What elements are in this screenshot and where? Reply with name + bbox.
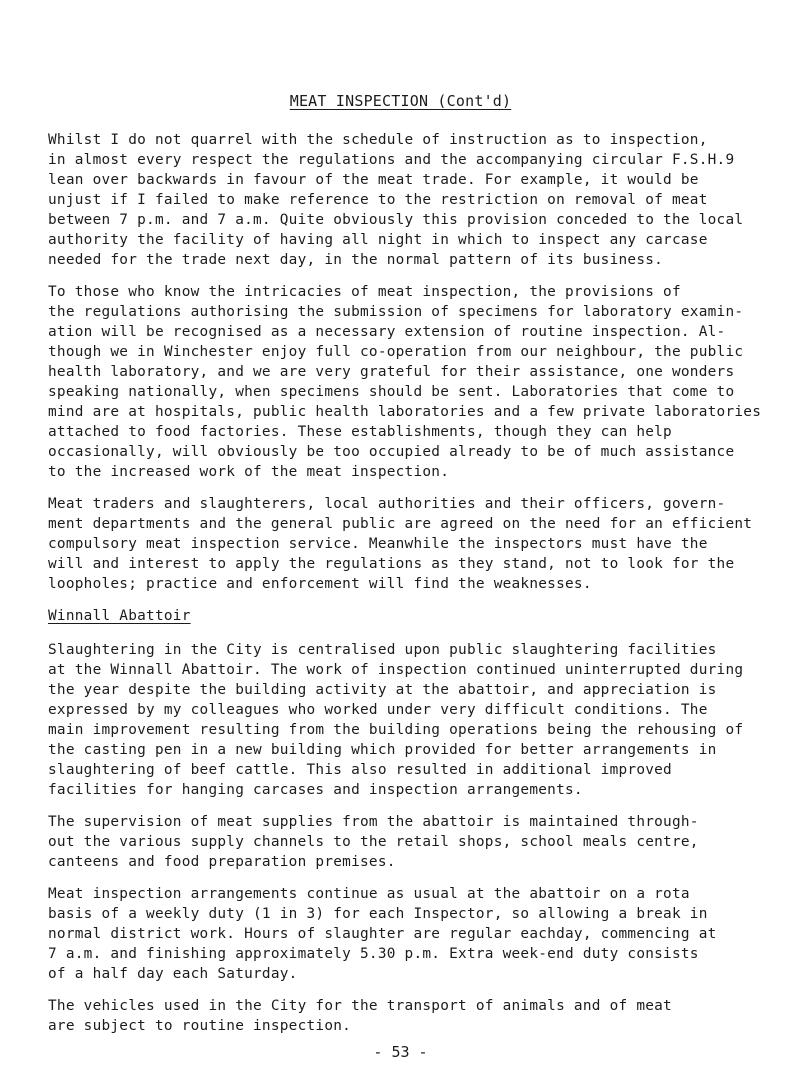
text-line: unjust if I failed to make reference to the restriction on removal of meat — [48, 192, 708, 208]
page-title-text: MEAT INSPECTION (Cont'd) — [289, 92, 512, 110]
text-line: The vehicles used in the City for the transport of animals and of meat — [48, 998, 672, 1014]
text-line: will and interest to apply the regulations as they stand, not to look for the — [48, 556, 735, 572]
text-line: mind are at hospitals, public health laboratories and a few private laboratories — [48, 404, 762, 420]
page-number: - 53 - — [373, 1043, 428, 1061]
text-line: attached to food factories. These establishments, though they can help — [48, 424, 672, 440]
text-line: between 7 p.m. and 7 a.m. Quite obviously this provision conceded to the local — [48, 212, 744, 228]
text-line: To those who know the intricacies of meat inspection, the provisions of — [48, 284, 681, 300]
text-line: authority the facility of having all night in which to inspect any carcase — [48, 232, 708, 248]
text-line: out the various supply channels to the retail shops, school meals centre, — [48, 834, 699, 850]
text-line: canteens and food preparation premises. — [48, 854, 396, 870]
text-line: the year despite the building activity at the abattoir, and appreciation is — [48, 682, 717, 698]
text-line: though we in Winchester enjoy full co-operation from our neighbour, the public — [48, 344, 744, 360]
text-line: facilities for hanging carcases and inspection arrangements. — [48, 782, 583, 798]
text-line: the regulations authorising the submission of specimens for laboratory examin- — [48, 304, 744, 320]
text-line: needed for the trade next day, in the normal pattern of its business. — [48, 252, 664, 268]
text-line: health laboratory, and we are very grateful for their assistance, one wonders — [48, 364, 735, 380]
text-line: are subject to routine inspection. — [48, 1018, 352, 1034]
text-line: slaughtering of beef cattle. This also resulted in additional improved — [48, 762, 672, 778]
text-line: The supervision of meat supplies from the abattoir is maintained through- — [48, 814, 699, 830]
text-line: ation will be recognised as a necessary extension of routine inspection. Al- — [48, 324, 726, 340]
text-line: speaking nationally, when specimens should be sent. Laboratories that come to — [48, 384, 735, 400]
text-line: ment departments and the general public are agreed on the need for an efficient — [48, 516, 753, 532]
text-line: of a half day each Saturday. — [48, 966, 298, 982]
text-line: loopholes; practice and enforcement will find the weaknesses. — [48, 576, 592, 592]
text-line: in almost every respect the regulations and the accompanying circular F.S.H.9 — [48, 152, 735, 168]
text-line: Slaughtering in the City is centralised upon public slaughtering facilities — [48, 642, 717, 658]
text-line: occasionally, will obviously be too occupied already to be of much assistance — [48, 444, 735, 460]
text-line: Meat inspection arrangements continue as usual at the abattoir on a rota — [48, 886, 690, 902]
text-line: the casting pen in a new building which provided for better arrangements in — [48, 742, 717, 758]
text-line: lean over backwards in favour of the meat trade. For example, it would be — [48, 172, 699, 188]
text-line: expressed by my colleagues who worked under very difficult conditions. The — [48, 702, 708, 718]
section-heading: Winnall Abattoir — [48, 608, 191, 624]
text-line: 7 a.m. and finishing approximately 5.30 p.m. Extra week-end duty consists — [48, 946, 699, 962]
text-line: at the Winnall Abattoir. The work of inspection continued uninterrupted during — [48, 662, 744, 678]
text-line: to the increased work of the meat inspection. — [48, 464, 450, 480]
text-line: basis of a weekly duty (1 in 3) for each Inspector, so allowing a break in — [48, 906, 708, 922]
page-title — [0, 92, 801, 110]
text-line: Whilst I do not quarrel with the schedule of instruction as to inspection, — [48, 132, 708, 148]
text-line: main improvement resulting from the building operations being the rehousing of — [48, 722, 744, 738]
text-line: Meat traders and slaughterers, local authorities and their officers, govern- — [48, 496, 726, 512]
text-line: compulsory meat inspection service. Meanwhile the inspectors must have the — [48, 536, 708, 552]
text-line: normal district work. Hours of slaughter are regular eachday, commencing at — [48, 926, 717, 942]
